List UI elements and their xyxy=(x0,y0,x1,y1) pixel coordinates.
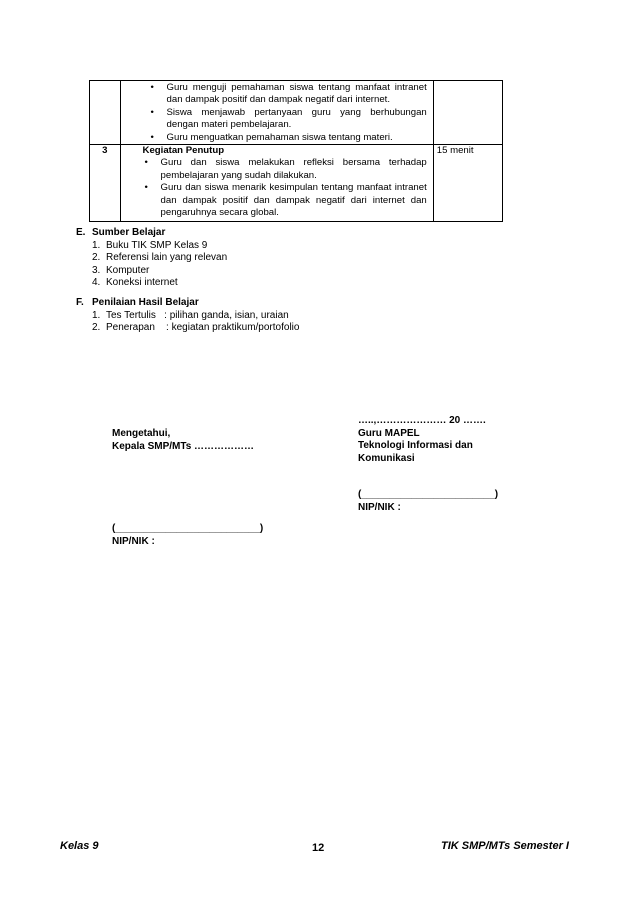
footer-right: TIK SMP/MTs Semester I xyxy=(441,840,569,852)
sign-label: Kepala SMP/MTs ……………… xyxy=(112,440,255,452)
section-heading: F. Penilaian Hasil Belajar xyxy=(76,297,199,308)
footer-left: Kelas 9 xyxy=(60,840,99,852)
activity-cell xyxy=(120,81,433,145)
list-item: 1. Buku TIK SMP Kelas 9 xyxy=(92,239,208,251)
bullet-icon: • xyxy=(150,131,154,143)
sign-label: Mengetahui, xyxy=(112,428,171,439)
table-row xyxy=(90,81,503,145)
date-line: …..,………………… 20 ……. xyxy=(358,415,486,426)
sign-label: Guru MAPEL xyxy=(358,427,420,439)
list-item: 3. Komputer xyxy=(92,264,150,276)
bullet-icon: • xyxy=(144,182,148,194)
bullet-icon: • xyxy=(144,157,148,169)
section-penilaian xyxy=(76,297,396,335)
nip-label: NIP/NIK : xyxy=(358,501,401,513)
list-item: 4. Koneksi internet xyxy=(92,277,178,289)
signature-left xyxy=(112,428,332,548)
step-title: Kegiatan Penutup xyxy=(142,145,225,157)
number-cell xyxy=(90,81,121,145)
number-cell: 3 xyxy=(90,145,121,222)
list-item: • Guru dan siswa melakukan refleksi bersama terhadap pembelajaran yang sudah dilakukan. xyxy=(144,157,427,181)
list-item: 2. Referensi lain yang relevan xyxy=(92,252,228,264)
bullet-icon: • xyxy=(150,82,154,93)
table-row xyxy=(90,145,503,222)
list-item: • Siswa menjawab pertanyaan guru yang berhubungan dengan materi pembelajaran. xyxy=(150,106,427,131)
list-item: 1. Tes Tertulis : pilihan ganda, isian, uraian xyxy=(92,309,289,321)
list-item: • Guru menguji pemahaman siswa tentang manfaat intranet dan dampak positif dan dampak negatif dari internet. xyxy=(150,82,427,106)
signature-blank: (__________________________) xyxy=(112,523,264,535)
sign-label: Teknologi Informasi dan xyxy=(358,440,473,452)
nip-label: NIP/NIK : xyxy=(112,535,155,547)
time-cell: 15 menit xyxy=(433,145,502,222)
sign-label: Komunikasi xyxy=(358,452,415,464)
signature-right xyxy=(358,415,578,515)
list-item: • Guru menguatkan pemahaman siswa tentang materi. xyxy=(150,131,393,143)
section-sumber-belajar xyxy=(76,227,376,290)
resource-list xyxy=(76,240,376,290)
section-heading: E. Sumber Belajar xyxy=(76,227,166,238)
activity-cell xyxy=(120,145,433,222)
page-number: 12 xyxy=(312,842,325,854)
list-item: • Guru dan siswa menarik kesimpulan tentang manfaat intranet dan dampak positif dan dampak negatif dari internet dan pengaruhnya secara global. xyxy=(144,182,427,219)
bullet-icon: • xyxy=(150,106,154,118)
assessment-list xyxy=(76,310,396,335)
time-cell xyxy=(433,81,502,145)
activity-table xyxy=(89,80,503,222)
list-item: 2. Penerapan : kegiatan praktikum/portofolio xyxy=(92,322,300,334)
signature-blank: (________________________) xyxy=(358,489,499,501)
